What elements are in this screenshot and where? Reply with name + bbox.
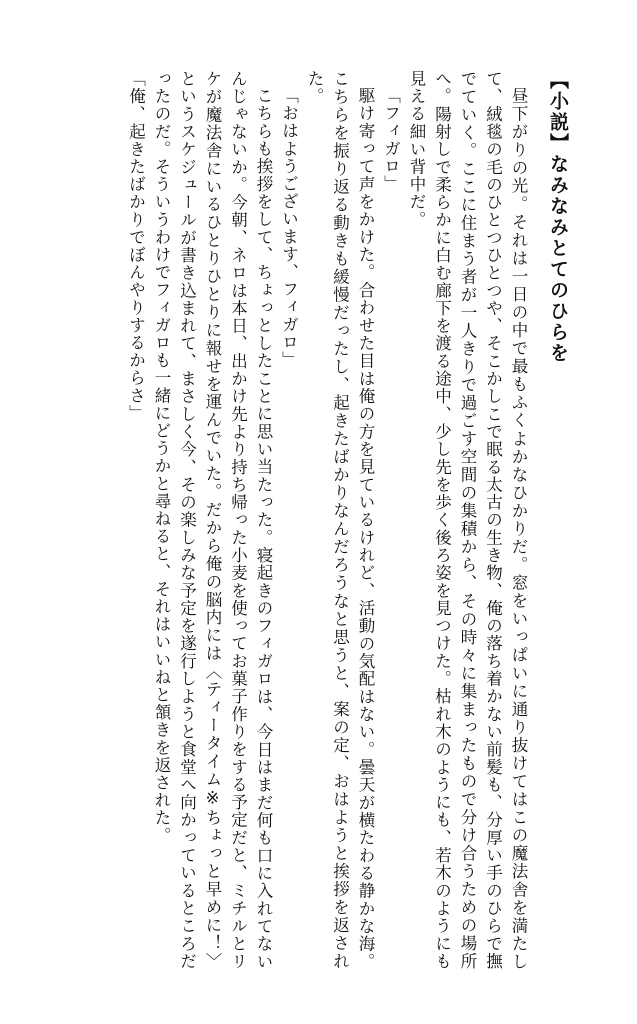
paragraph-2: 駆け寄って声をかけた。合わせた目は俺の方を見ているけれど、活動の気配はない。曇天が横たわる静かな海。こちらを振り返る動きも緩慢だったし、起きたばかりなんだろうなと思うと、案の定、おはようと挨拶を返された。 [305, 70, 375, 970]
dialogue-1: 「フィガロ」 [381, 86, 401, 193]
title-tag: 【小説】 [547, 70, 569, 154]
vertical-text-column [51, 70, 571, 970]
dialogue-3: 「俺、起きたばかりでぼんやりするからさ」 [126, 70, 146, 422]
paragraph-1: 昼下がりの光。それは一日の中で最もふくよかなひかりだ。窓をいっぱいに通り抜けてはこの魔法舎を満たして、絨毯の毛のひとつひとつや、そこかしこで眠る太古の生き物、俺の落ち着かない前髪も、分厚い手のひらで撫でていく。ここに住まう者が一人きりで過ごす空間の集積から、その時々に集まったもので分け合うための場所へ。陽射しで柔らかに白む廊下を渡る途中、少し先を歩く後ろ姿を見つけた。枯れ木のようにも、若木のようにも見える細い背中だ。 [407, 70, 528, 970]
dialogue-2: 「おはようございます、フィガロ」 [279, 86, 299, 369]
paragraph-3: こちらも挨拶をして、ちょっとしたことに思い当たった。寝起きのフィガロは、今日はまだ何も口に入れてないんじゃないか。今朝、ネロは本日、出かけ先より持ち帰った小麦を使ってお菓子作りをする予定だと、ミチルとリケが魔法舎にいるひとりひとりに報せを運んでいた。だから俺の脳内には〈ティータイム※ちょっと早めに！〉というスケジュールが書き込まれて、まさしく今、その楽しみな予定を遂行しようと食堂へ向かっているところだったのだ。そういうわけでフィガロも一緒にどうかと尋ねると、それはいいねと頷きを返された。 [152, 70, 273, 970]
title-text: なみなみとてのひらを [547, 154, 569, 364]
story-title [545, 70, 571, 970]
